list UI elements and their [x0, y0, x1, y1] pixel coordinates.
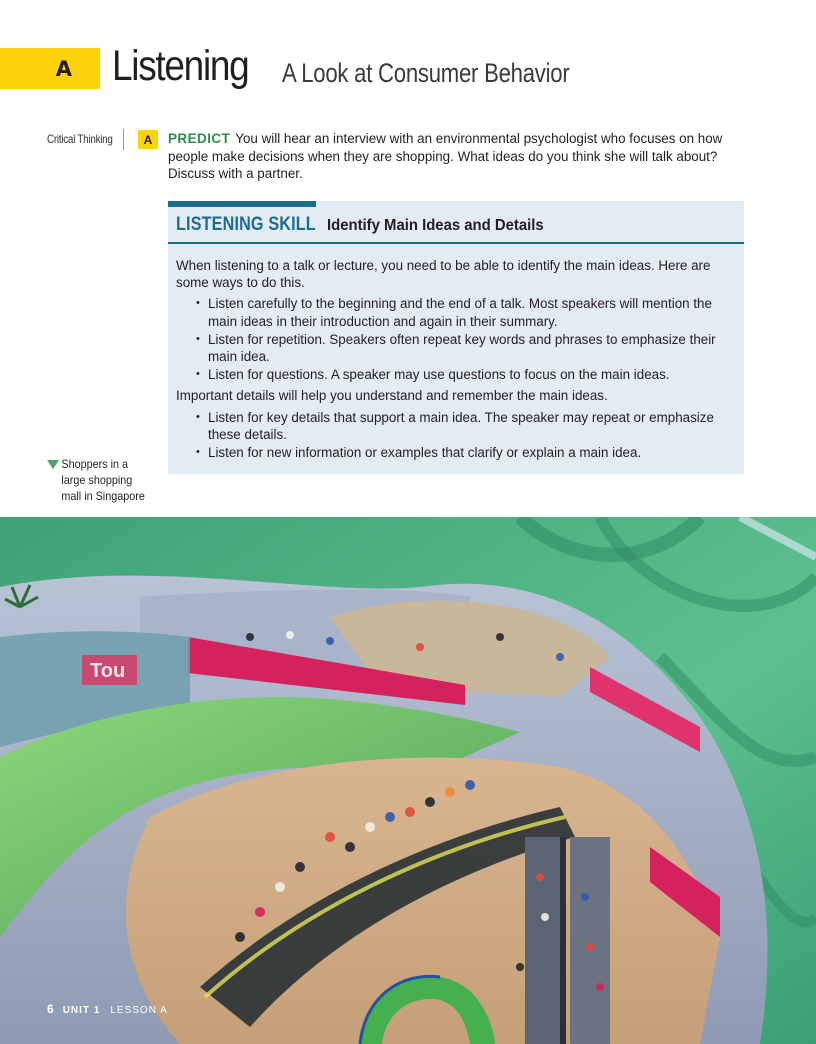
- activity-letter-badge: [138, 130, 158, 149]
- skill-box-header: [176, 214, 544, 236]
- skill-intro: When listening to a talk or lecture, you need to be able to identify the main ideas. Here are some ways to do this.: [176, 258, 711, 291]
- skill-box-accent-bar: [168, 201, 316, 207]
- page-title: Listening: [112, 42, 249, 90]
- activity-text: You will hear an interview with an environmental psychologist who focuses on how people make decisions when they are shopping. What ideas do you think she will talk about? Discuss with a partner.: [168, 131, 723, 181]
- list-item: • Listen carefully to the beginning and the end of a talk. Most speakers will mention the main ideas in their introduction and again in their summary.: [196, 295, 738, 329]
- skill-side-label: Critical Thinking: [47, 132, 113, 146]
- activity-letter: A: [143, 132, 153, 147]
- predict-keyword: PREDICT: [168, 131, 231, 146]
- section-letter-tab: [0, 48, 100, 89]
- activity-instructions: [168, 130, 748, 183]
- side-divider: [123, 129, 124, 150]
- main-idea-tips-list: [176, 295, 738, 383]
- page-footer: [47, 1002, 168, 1016]
- skill-tag: LISTENING SKILL: [176, 214, 316, 235]
- mall-photo-illustration: [0, 517, 816, 1044]
- detail-tips-list: [176, 409, 738, 462]
- page-subtitle: A Look at Consumer Behavior: [282, 58, 570, 88]
- section-letter: A: [55, 56, 72, 81]
- lesson-label: LESSON A: [110, 1005, 168, 1016]
- photo-sign-text: Tou: [90, 660, 126, 682]
- list-item: • Listen for new information or examples that clarify or explain a main idea.: [196, 444, 738, 461]
- skill-box-body: [176, 257, 738, 465]
- list-item: • Listen for repetition. Speakers often repeat key words and phrases to emphasize their main idea.: [196, 331, 738, 365]
- details-intro: Important details will help you understand and remember the main ideas.: [176, 388, 608, 404]
- mall-photo: [0, 517, 816, 1044]
- caption-text: Shoppers in a large shopping mall in Singapore: [61, 457, 145, 503]
- unit-label: UNIT 1: [62, 1005, 101, 1016]
- page-number: 6: [47, 1002, 55, 1016]
- skill-header-rule: [168, 242, 744, 244]
- list-item: • Listen for questions. A speaker may use questions to focus on the main ideas.: [196, 366, 738, 383]
- photo-caption: [47, 456, 157, 504]
- list-item: • Listen for key details that support a main idea. The speaker may repeat or emphasize these details.: [196, 409, 738, 443]
- skill-title: Identify Main Ideas and Details: [327, 217, 544, 234]
